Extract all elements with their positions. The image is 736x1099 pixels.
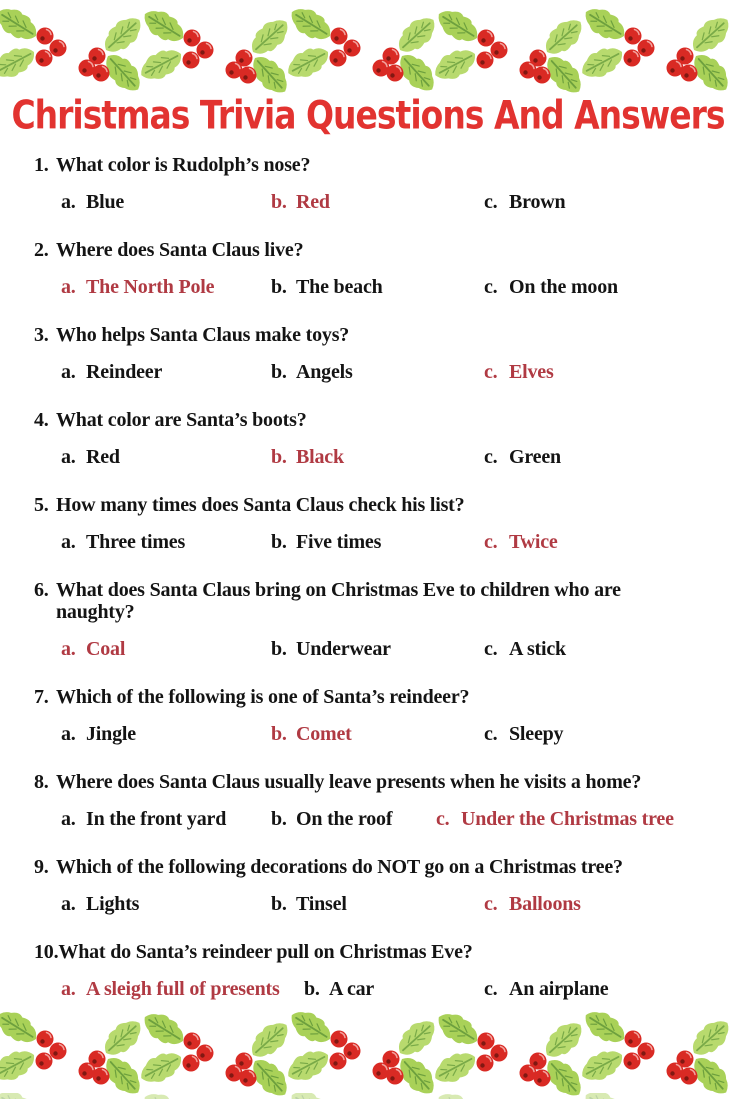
option-text: Brown (509, 191, 566, 213)
option-text: Lights (86, 893, 140, 915)
question-text: Where does Santa Claus live? (56, 239, 304, 261)
option (484, 978, 702, 1000)
option (271, 276, 484, 298)
question-number: 6. (34, 579, 49, 601)
option-letter: c. (484, 191, 498, 213)
option-text: Elves (509, 361, 554, 383)
option-text: Three times (86, 531, 186, 553)
holly-garland-cropped-edge (0, 1093, 736, 1099)
question-number: 5. (34, 494, 49, 516)
question-text-row (34, 324, 702, 346)
holly-garland-bottom-icon (0, 1013, 736, 1091)
question-text-row (34, 579, 702, 623)
question-text: Which of the following decorations do NOT go on a Christmas tree? (56, 856, 623, 878)
option-letter: b. (271, 893, 287, 915)
options-row (61, 723, 702, 745)
question-text: What color is Rudolph’s nose? (56, 154, 311, 176)
option (61, 361, 271, 383)
option-letter: a. (61, 638, 76, 660)
question-text-row (34, 771, 702, 793)
question-text-row (34, 856, 702, 878)
option-letter: a. (61, 191, 76, 213)
question-text: Which of the following is one of Santa’s reindeer? (56, 686, 470, 708)
option (271, 531, 484, 553)
option-letter: b. (271, 638, 287, 660)
options-row (61, 978, 702, 1000)
option-letter: a. (61, 361, 76, 383)
options-row (61, 361, 702, 383)
option-text: Jingle (86, 723, 136, 745)
question-number: 7. (34, 686, 49, 708)
option (484, 446, 702, 468)
option-letter: c. (484, 978, 498, 1000)
option-letter: c. (484, 531, 498, 553)
question-number: 8. (34, 771, 49, 793)
options-row (61, 191, 702, 213)
option-text: An airplane (509, 978, 609, 1000)
option-letter: a. (61, 808, 76, 830)
question-text: Where does Santa Claus usually leave presents when he visits a home? (56, 771, 642, 793)
option-letter: b. (271, 808, 287, 830)
option (61, 723, 271, 745)
question-number: 9. (34, 856, 49, 878)
options-row (61, 893, 702, 915)
option-text: Twice (509, 531, 558, 553)
option (484, 191, 702, 213)
options-row (61, 638, 702, 660)
question-item (34, 771, 702, 830)
option-text: Sleepy (509, 723, 564, 745)
question-number: 1. (34, 154, 49, 176)
option (484, 723, 702, 745)
option (484, 531, 702, 553)
option-text: On the moon (509, 276, 618, 298)
option-letter: b. (271, 531, 287, 553)
question-text-row (34, 154, 702, 176)
option (271, 638, 484, 660)
question-text: What do Santa’s reindeer pull on Christmas Eve? (58, 941, 473, 963)
option (484, 276, 702, 298)
option-text: Angels (296, 361, 353, 383)
option (61, 276, 271, 298)
option-text: In the front yard (86, 808, 227, 830)
question-number: 3. (34, 324, 49, 346)
option-letter: b. (271, 191, 287, 213)
option-text: Under the Christmas tree (461, 808, 674, 830)
options-row (61, 808, 702, 830)
option-letter: a. (61, 978, 76, 1000)
option (61, 893, 271, 915)
option-letter: b. (271, 723, 287, 745)
option-text: Five times (296, 531, 382, 553)
option (61, 191, 271, 213)
option (271, 723, 484, 745)
question-text-row (34, 239, 702, 261)
option-letter: c. (484, 446, 498, 468)
question-item (34, 239, 702, 298)
option-text: Green (509, 446, 561, 468)
option-letter: a. (61, 276, 76, 298)
question-item (34, 686, 702, 745)
page-title: Christmas Trivia Questions And Answers (11, 92, 725, 139)
option-letter: a. (61, 723, 76, 745)
option (271, 893, 484, 915)
option (61, 638, 271, 660)
question-item (34, 856, 702, 915)
option-letter: a. (61, 893, 76, 915)
option-text: Red (296, 191, 330, 213)
option-letter: c. (484, 276, 498, 298)
question-text: What does Santa Claus bring on Christmas Eve to children who are naughty? (56, 579, 621, 623)
question-number: 10. (34, 941, 59, 963)
option-letter: c. (436, 808, 450, 830)
question-list (0, 132, 736, 1000)
option (484, 361, 702, 383)
holly-garland-top-icon (0, 10, 736, 88)
option (271, 361, 484, 383)
option-text: Blue (86, 191, 125, 213)
question-text: How many times does Santa Claus check his list? (56, 494, 465, 516)
question-text-row (34, 686, 702, 708)
option (484, 638, 702, 660)
option-text: Coal (86, 638, 126, 660)
question-text: What color are Santa’s boots? (56, 409, 307, 431)
option-letter: c. (484, 893, 498, 915)
option (61, 978, 304, 1000)
question-item (34, 154, 702, 213)
option-text: A stick (509, 638, 566, 660)
options-row (61, 531, 702, 553)
options-row (61, 446, 702, 468)
option-text: A car (329, 978, 375, 1000)
options-row (61, 276, 702, 298)
option-text: Red (86, 446, 120, 468)
option-text: The North Pole (86, 276, 215, 298)
option-letter: b. (271, 276, 287, 298)
option (61, 446, 271, 468)
question-number: 4. (34, 409, 49, 431)
question-item (34, 941, 702, 1000)
option-letter: c. (484, 361, 498, 383)
question-text-row (34, 941, 702, 963)
option-text: Tinsel (296, 893, 347, 915)
option (484, 893, 702, 915)
question-number: 2. (34, 239, 49, 261)
option-letter: b. (271, 446, 287, 468)
option-text: Balloons (509, 893, 581, 915)
option (271, 191, 484, 213)
question-text-row (34, 409, 702, 431)
question-text: Who helps Santa Claus make toys? (56, 324, 350, 346)
question-item (34, 494, 702, 553)
option-text: Underwear (296, 638, 391, 660)
option (304, 978, 484, 1000)
option-letter: a. (61, 531, 76, 553)
option-text: Black (296, 446, 344, 468)
option-text: On the roof (296, 808, 393, 830)
question-item (34, 409, 702, 468)
option-letter: c. (484, 723, 498, 745)
option-letter: c. (484, 638, 498, 660)
option-text: The beach (296, 276, 383, 298)
option-letter: a. (61, 446, 76, 468)
option-text: A sleigh full of presents (86, 978, 280, 1000)
option (436, 808, 702, 830)
option (61, 808, 271, 830)
option (271, 808, 436, 830)
option (61, 531, 271, 553)
option-letter: b. (271, 361, 287, 383)
quiz-page (0, 10, 736, 1099)
question-item (34, 324, 702, 383)
option (271, 446, 484, 468)
question-item (34, 579, 702, 660)
option-text: Comet (296, 723, 352, 745)
option-letter: b. (304, 978, 320, 1000)
question-text-row (34, 494, 702, 516)
option-text: Reindeer (86, 361, 163, 383)
